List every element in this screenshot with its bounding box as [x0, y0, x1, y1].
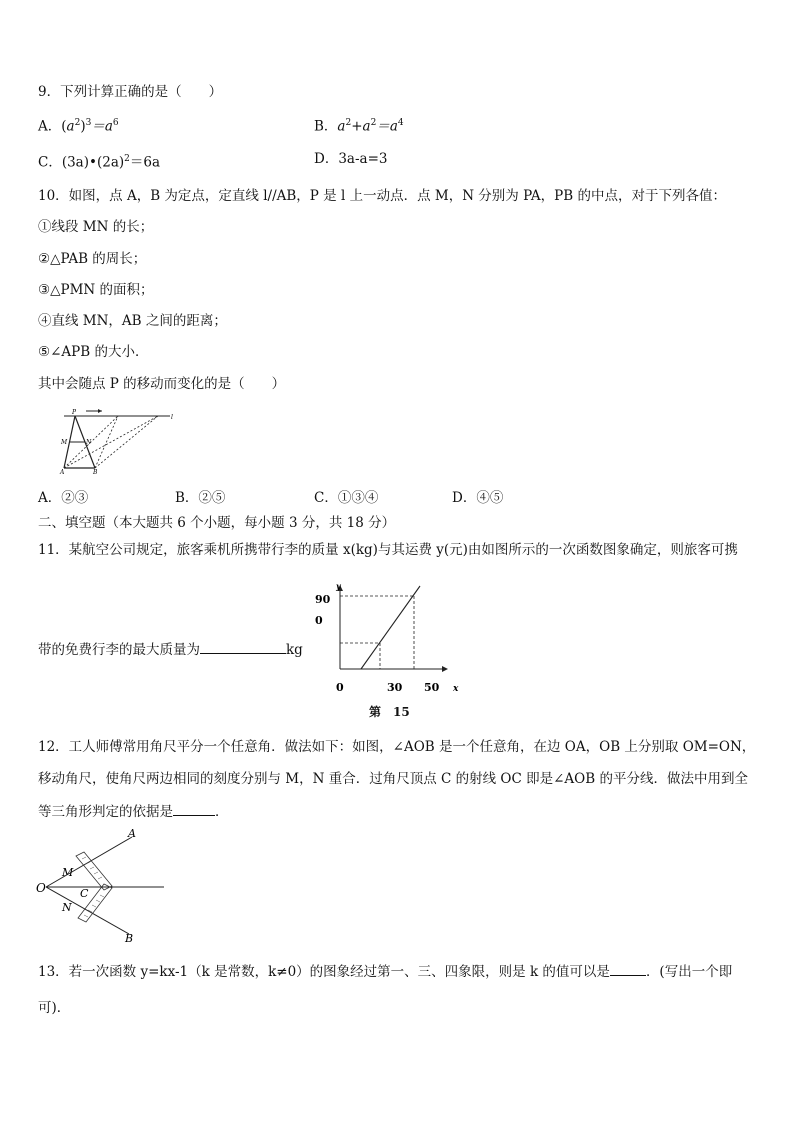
- q13-answer-blank[interactable]: [610, 962, 646, 976]
- q10-label-b: B: [93, 469, 98, 475]
- q12-label-a: A: [128, 827, 136, 840]
- q11-y-tick-90: 90: [315, 593, 331, 606]
- q12-line-2: 移动角尺，使角尺两边相同的刻度分别与 M，N 重合．过角尺顶点 C 的射线 OC 即是∠AOB 的平分线．做法中用到全: [38, 771, 748, 787]
- q12-line-3: 等三角形判定的依据是 ．: [38, 804, 229, 820]
- q12-label-c: C: [80, 887, 89, 900]
- q10-label-p: P: [72, 409, 77, 416]
- q13-line-1: 13．若一次函数 y=kx-1（k 是常数，k≠0）的图象经过第一、三、四象限，则是 k 的值可以是 ．(写出一个即: [38, 964, 733, 980]
- q9-option-b: B．$a^2+a^2=a^4$: [314, 118, 404, 135]
- q10-question: 其中会随点 P 的移动而变化的是（ ）: [38, 376, 286, 392]
- q10-option-d: D．④⑤: [452, 490, 504, 506]
- q11-y-axis-label: y: [336, 581, 341, 591]
- q11-stem: 11．某航空公司规定，旅客乘机所携带行李的质量 x(kg)与其运费 y(元)由如图所示的一次函数图象确定，则旅客可携: [38, 542, 738, 558]
- q10-label-a: A: [60, 469, 65, 475]
- section-title: 二、填空题（本大题共 6 个小题，每小题 3 分，共 18 分）: [38, 515, 396, 531]
- q9-option-c: C．$(3a)•(2a)^2=6a$: [38, 154, 161, 171]
- q11-graph: [310, 578, 470, 696]
- q9-option-d: D．3a-a=3: [314, 151, 388, 167]
- q12-label-m: M: [62, 866, 74, 879]
- q10-option-a: A．②③: [38, 490, 89, 506]
- q10-label-l: l: [171, 414, 173, 421]
- q11-figure-caption: 第 15: [369, 705, 410, 719]
- q12-figure: [32, 826, 172, 948]
- q10-option-b: B．②⑤: [175, 490, 226, 506]
- q11-x-tick-0: 0: [336, 681, 344, 694]
- q12-label-o: O: [36, 881, 46, 895]
- q10-item-5: ⑤∠APB 的大小．: [38, 344, 149, 360]
- q10-item-1: ①线段 MN 的长；: [38, 219, 154, 235]
- q10-option-c: C．①③④: [314, 490, 379, 506]
- q9-option-a: A．$(a^2)^3=a^6$: [38, 118, 119, 135]
- q10-label-m: M: [61, 439, 68, 446]
- q11-x-tick-30: 30: [387, 681, 403, 694]
- q10-figure: [58, 405, 178, 475]
- q10-stem: 10．如图，点 A，B 为定点，定直线 l//AB，P 是 l 上一动点．点 M，N 分别为 PA，PB 的中点，对于下列各值：: [38, 188, 726, 204]
- q12-label-b: B: [125, 932, 134, 945]
- q10-item-2: ②△PAB 的周长；: [38, 251, 147, 267]
- q11-x-tick-50: 50: [424, 681, 440, 694]
- q12-line-1: 12．工人师傅常用角尺平分一个任意角．做法如下：如图，∠AOB 是一个任意角，在边 OA，OB 上分别取 OM=ON，: [38, 739, 756, 755]
- q12-label-n: N: [62, 901, 72, 914]
- q11-y-tick-0: 0: [315, 614, 323, 627]
- q9-stem: 9．下列计算正确的是（ ）: [38, 84, 223, 100]
- q11-x-axis-label: x: [453, 684, 459, 694]
- q11-answer-blank[interactable]: [200, 640, 286, 654]
- q12-answer-blank[interactable]: [173, 802, 215, 816]
- q10-label-n: N: [86, 439, 92, 446]
- q11-continuation: 带的免费行李的最大质量为 kg: [38, 642, 303, 658]
- q13-line-2: 可)．: [38, 1000, 71, 1016]
- q10-item-3: ③△PMN 的面积；: [38, 282, 154, 298]
- q10-item-4: ④直线 MN，AB 之间的距离；: [38, 313, 227, 329]
